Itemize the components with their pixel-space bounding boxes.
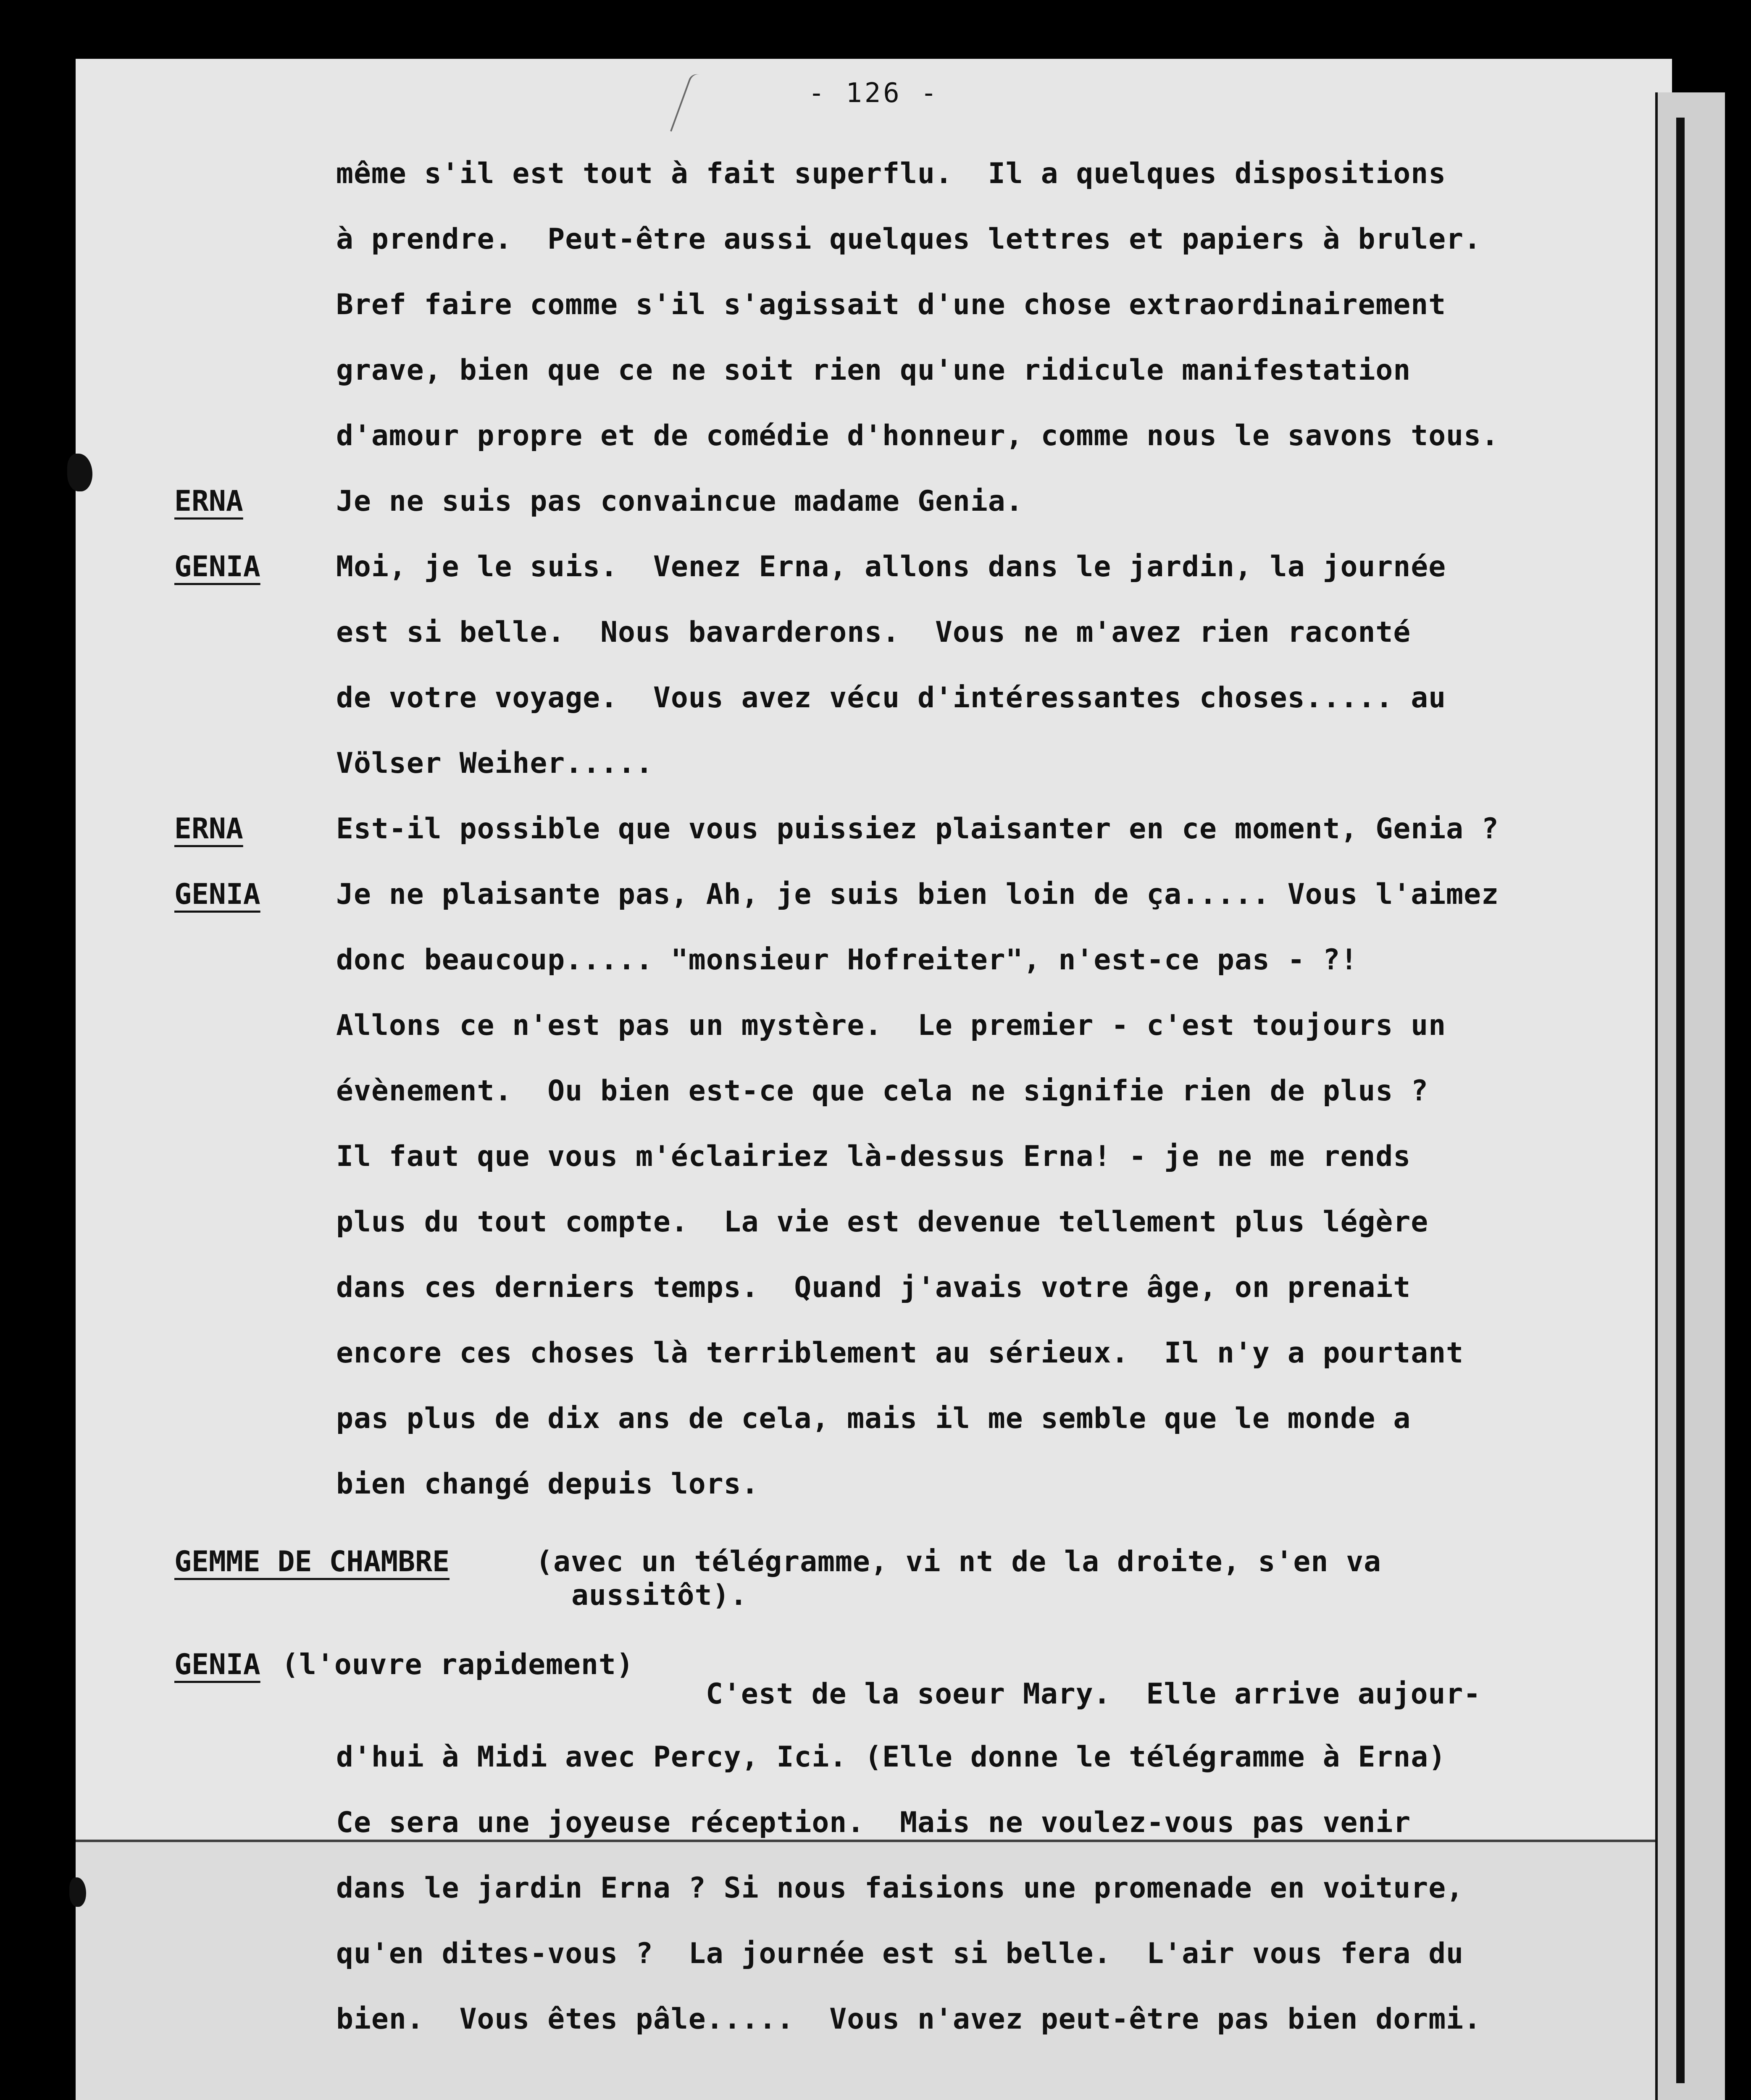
speaker-label: ERNA — [174, 485, 243, 518]
dialogue-line: encore ces choses là terriblement au sérieux. Il n'y a pourtant — [336, 1336, 1464, 1370]
genia-first-line: C'est de la soeur Mary. Elle arrive aujour- — [706, 1677, 1481, 1711]
closing-line: Ce sera une joyeuse réception. Mais ne voulez-vous pas venir — [336, 1806, 1411, 1839]
dialogue-line: donc beaucoup..... "monsieur Hofreiter", n'est-ce pas - ?! — [336, 943, 1358, 976]
dialogue-line: de votre voyage. Vous avez vécu d'intéressantes choses..... au — [336, 681, 1446, 714]
speaker-label: GENIA — [174, 550, 260, 583]
speaker-label: ERNA — [174, 812, 243, 845]
dialogue-line: Je ne suis pas convaincue madame Genia. — [336, 485, 1023, 518]
typed-page — [76, 59, 1672, 2100]
dialogue-line: Il faut que vous m'éclairiez là-dessus Erna! - je ne me rends — [336, 1140, 1411, 1173]
speaker-gemme-de-chambre: GEMME DE CHAMBRE — [174, 1545, 450, 1578]
dialogue-line: bien changé depuis lors. — [336, 1467, 759, 1501]
stage-direction-line-2: aussitôt). — [571, 1579, 748, 1612]
closing-line: qu'en dites-vous ? La journée est si belle. L'air vous fera du — [336, 1937, 1464, 1970]
dialogue-line: à prendre. Peut-être aussi quelques lettres et papiers à bruler. — [336, 223, 1482, 256]
page-number: - 126 - — [808, 78, 939, 109]
page-edge-shadow — [1676, 118, 1685, 2083]
dialogue-line: pas plus de dix ans de cela, mais il me semble que le monde a — [336, 1402, 1411, 1435]
dialogue-line: Je ne plaisante pas, Ah, je suis bien loin de ça..... Vous l'aimez — [336, 878, 1499, 911]
dialogue-line: grave, bien que ce ne soit rien qu'une ridicule manifestation — [336, 354, 1411, 387]
closing-line: dans le jardin Erna ? Si nous faisions une promenade en voiture, — [336, 1872, 1464, 1905]
dialogue-line: Völser Weiher..... — [336, 747, 653, 780]
dialogue-line: Est-il possible que vous puissiez plaisanter en ce moment, Genia ? — [336, 812, 1499, 845]
dialogue-line: plus du tout compte. La vie est devenue tellement plus légère — [336, 1205, 1429, 1239]
fold-line — [76, 1840, 1672, 1842]
dialogue-line: Moi, je le suis. Venez Erna, allons dans le jardin, la journée — [336, 550, 1446, 583]
closing-line: bien. Vous êtes pâle..... Vous n'avez peut-être pas bien dormi. — [336, 2003, 1482, 2036]
dialogue-line: d'amour propre et de comédie d'honneur, comme nous le savons tous. — [336, 419, 1499, 452]
page-edge — [1655, 92, 1725, 2100]
closing-line: d'hui à Midi avec Percy, Ici. (Elle donne le télégramme à Erna) — [336, 1740, 1446, 1774]
dialogue-line: dans ces derniers temps. Quand j'avais votre âge, on prenait — [336, 1271, 1411, 1304]
dialogue-line: Bref faire comme s'il s'agissait d'une chose extraordinairement — [336, 288, 1446, 321]
genia-direction: (l'ouvre rapidement) — [281, 1648, 634, 1681]
speaker-label: GENIA — [174, 878, 260, 911]
dialogue-line: Allons ce n'est pas un mystère. Le premier - c'est toujours un — [336, 1009, 1446, 1042]
stage-direction-line-1: (avec un télégramme, vi nt de la droite, s'en va — [536, 1545, 1382, 1578]
dialogue-line: même s'il est tout à fait superflu. Il a quelques dispositions — [336, 157, 1446, 190]
dialogue-line: est si belle. Nous bavarderons. Vous ne m'avez rien raconté — [336, 616, 1411, 649]
dialogue-line: évènement. Ou bien est-ce que cela ne signifie rien de plus ? — [336, 1074, 1429, 1108]
speaker-genia-telegram: GENIA — [174, 1648, 260, 1681]
